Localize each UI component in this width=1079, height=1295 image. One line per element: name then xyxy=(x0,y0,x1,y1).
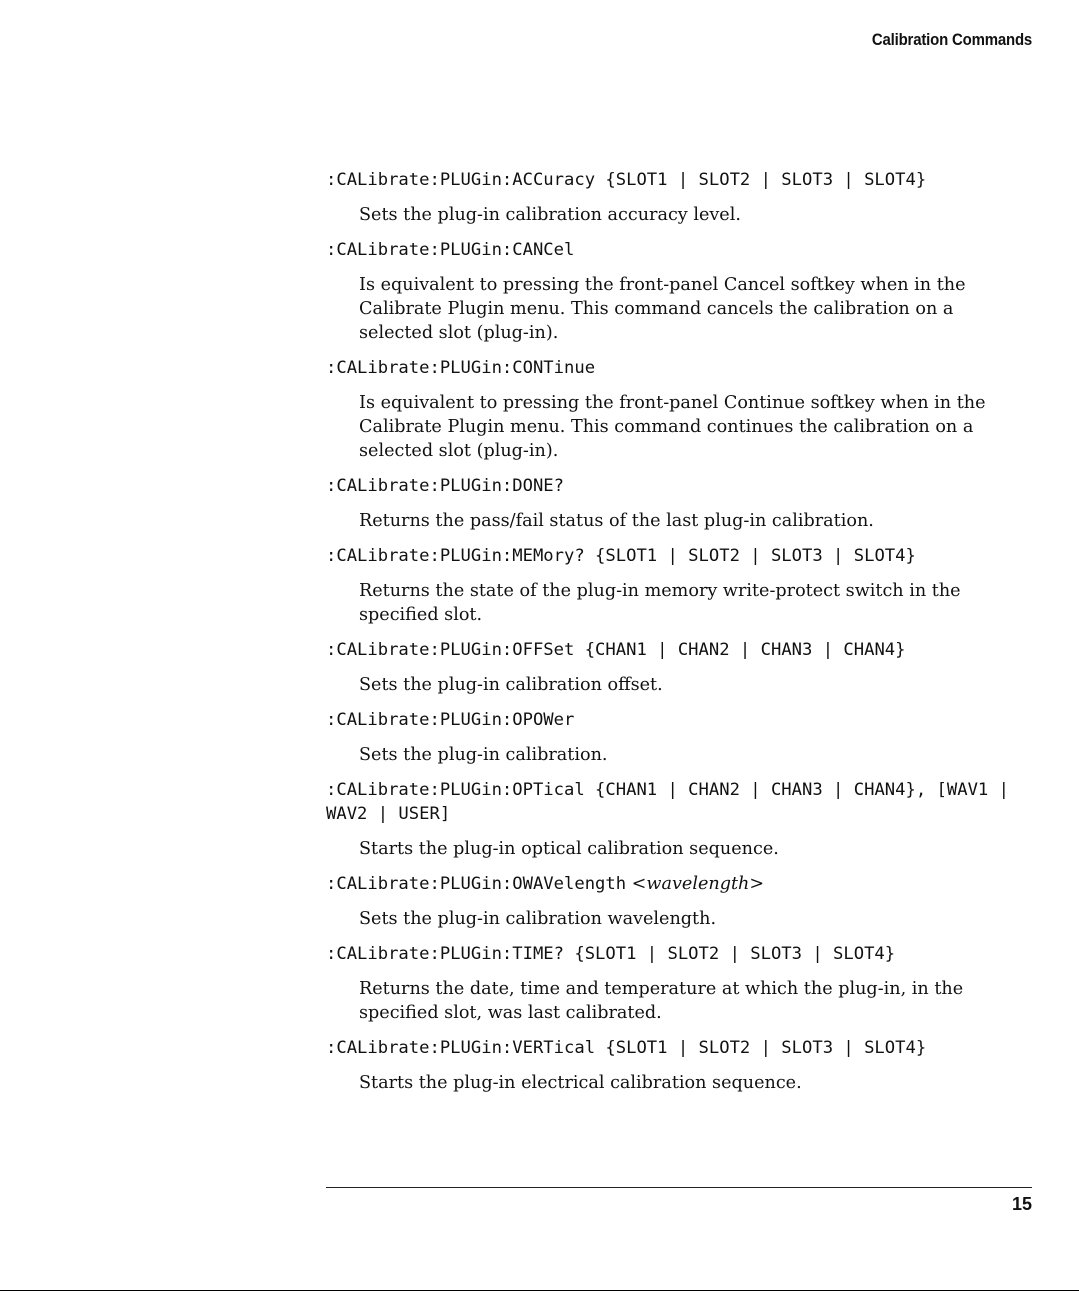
command-syntax xyxy=(326,942,1016,966)
command-list xyxy=(326,168,1020,1106)
command-syntax xyxy=(326,708,1016,732)
command-syntax xyxy=(326,872,1016,896)
command-syntax xyxy=(326,638,1016,662)
page-edge-divider xyxy=(0,1290,1079,1291)
command-description: Is equivalent to pressing the front-panel Continue softkey when in the Calibrate Plugin menu. This command continues the calibration on a selected slot (plug-in). xyxy=(359,393,986,461)
command-description: Sets the plug-in calibration. xyxy=(359,745,608,765)
command-description: Sets the plug-in calibration accuracy level. xyxy=(359,205,741,225)
command-description: Returns the date, time and temperature at which the plug-in, in the specified slot, was last calibrated. xyxy=(359,979,964,1023)
footer-divider xyxy=(326,1187,1032,1188)
command-name: :CALibrate:PLUGin:ACCuracy xyxy=(326,170,596,190)
command-entry xyxy=(326,544,1016,627)
command-entry xyxy=(326,778,1020,861)
command-description: Returns the state of the plug-in memory write-protect switch in the specified slot. xyxy=(359,581,961,625)
command-args: {CHAN1 | CHAN2 | CHAN3 | CHAN4} xyxy=(574,640,906,660)
command-description: Sets the plug-in calibration offset. xyxy=(359,675,663,695)
command-syntax xyxy=(326,474,1016,498)
command-entry xyxy=(326,638,1016,697)
command-syntax xyxy=(326,1036,1016,1060)
command-entry xyxy=(326,356,1016,463)
command-description: Starts the plug-in optical calibration sequence. xyxy=(359,839,779,859)
command-description: Starts the plug-in electrical calibration sequence. xyxy=(359,1073,802,1093)
command-entry xyxy=(326,872,1016,931)
command-syntax xyxy=(326,238,1016,262)
command-syntax xyxy=(326,778,1020,826)
command-syntax xyxy=(326,356,1016,380)
command-args: {CHAN1 | CHAN2 | CHAN3 | CHAN4}, [WAV1 | WAV2 | USER] xyxy=(326,780,1020,824)
command-entry xyxy=(326,708,1016,767)
page-number: 15 xyxy=(1011,1194,1032,1214)
command-args: {SLOT1 | SLOT2 | SLOT3 | SLOT4} xyxy=(595,1038,927,1058)
command-args: {SLOT1 | SLOT2 | SLOT3 | SLOT4} xyxy=(595,170,927,190)
command-name: :CALibrate:PLUGin:MEMory? xyxy=(326,546,585,566)
command-name: :CALibrate:PLUGin:TIME? xyxy=(326,944,564,964)
command-entry xyxy=(326,1036,1016,1095)
command-name: :CALibrate:PLUGin:CANCel xyxy=(326,240,575,260)
command-args: <wavelength> xyxy=(626,874,765,894)
command-name: :CALibrate:PLUGin:DONE? xyxy=(326,476,564,496)
command-name: :CALibrate:PLUGin:OWAVelength xyxy=(326,874,627,894)
command-name: :CALibrate:PLUGin:CONTinue xyxy=(326,358,596,378)
command-description: Sets the plug-in calibration wavelength. xyxy=(359,909,717,929)
command-syntax xyxy=(326,544,1016,568)
running-header: Calibration Commands xyxy=(871,30,1032,49)
command-syntax xyxy=(326,168,1016,192)
command-args: {SLOT1 | SLOT2 | SLOT3 | SLOT4} xyxy=(564,944,896,964)
command-description: Returns the pass/fail status of the last plug-in calibration. xyxy=(359,511,874,531)
command-name: :CALibrate:PLUGin:OFFSet xyxy=(326,640,575,660)
command-description: Is equivalent to pressing the front-panel Cancel softkey when in the Calibrate Plugin menu. This command cancels the calibration on a selected slot (plug-in). xyxy=(359,275,966,343)
command-name: :CALibrate:PLUGin:OPTical xyxy=(326,780,585,800)
command-entry xyxy=(326,474,1016,533)
command-name: :CALibrate:PLUGin:OPOWer xyxy=(326,710,575,730)
command-entry xyxy=(326,238,1016,345)
command-entry xyxy=(326,942,1016,1025)
command-entry xyxy=(326,168,1016,227)
command-args: {SLOT1 | SLOT2 | SLOT3 | SLOT4} xyxy=(584,546,916,566)
command-name: :CALibrate:PLUGin:VERTical xyxy=(326,1038,596,1058)
